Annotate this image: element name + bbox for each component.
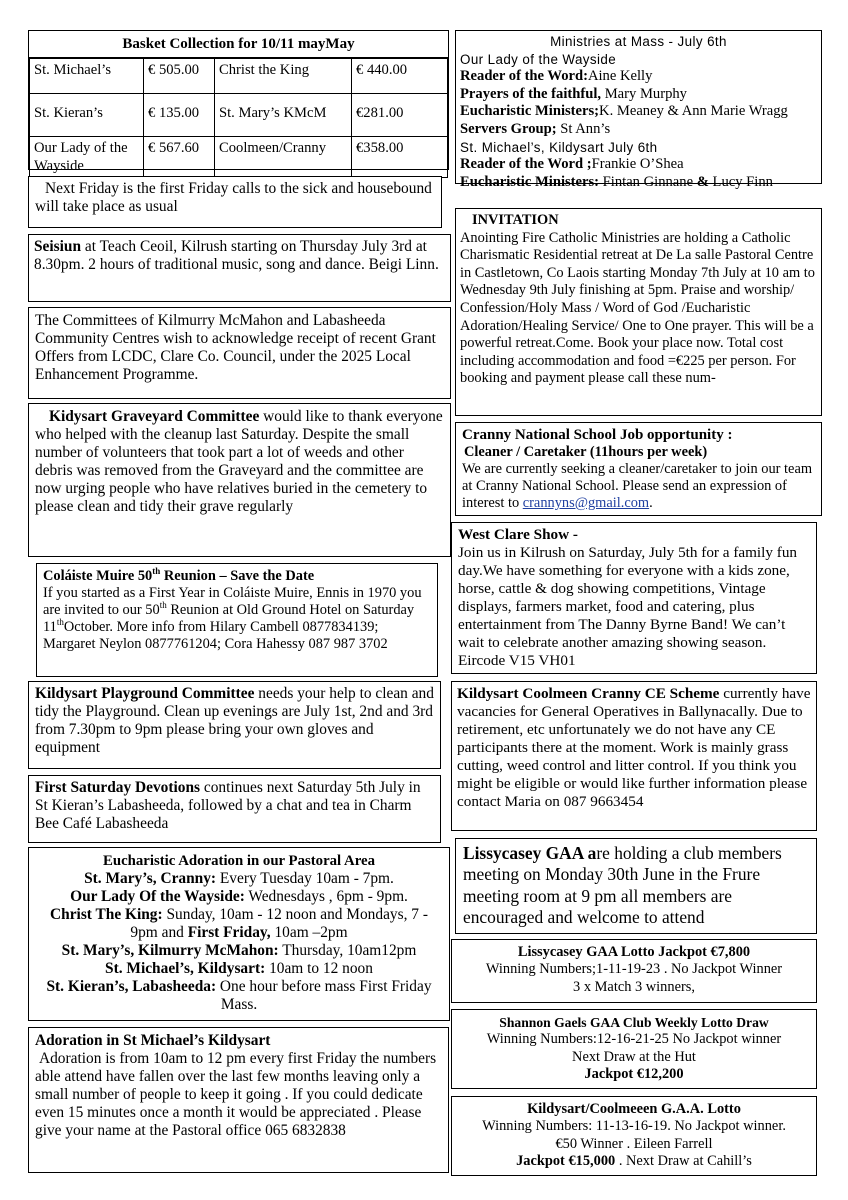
adoration-line: Christ The King: Sunday, 10am - 12 noon and Mondays, 7 - 9pm and First Friday, 10am –2pm [50,906,428,941]
shannon-lotto-jackpot: Jackpot €12,200 [584,1066,684,1083]
committees-notice [28,307,451,399]
adoration-line: St. Mary’s, Cranny: Every Tuesday 10am - 7pm. [84,870,394,887]
playground-paragraph [35,685,434,757]
basket-title: Basket Collection for 10/11 mayMay [29,33,448,58]
table-row [30,59,448,94]
ministries-title: Ministries at Mass - July 6th [550,34,727,49]
table-cell: Coolmeen/Cranny [215,137,352,178]
adoration-michael-text: Adoration is from 10am to 12 pm every first Friday the numbers able attend have fallen over the last few months leaving only a small number of people to keep it going . If you could dedicate even 15 minutes once a month it would be appreciated . Please give your name at the Pastoral office 065 6832838 [35,1050,437,1139]
kildysart-lotto-line: Jackpot €15,000 . Next Draw at Cahill’s [516,1153,752,1170]
ministries-line: Eucharistic Ministers;K. Meaney & Ann Marie Wragg [460,103,788,120]
reunion-title: Coláiste Muire 50th Reunion – Save the Date [43,566,315,584]
ce-scheme-paragraph [457,685,811,811]
kildysart-lotto-line: Winning Numbers: 11-13-16-19. No Jackpot winner. [482,1118,786,1135]
basket-collection-box [28,30,449,174]
table-cell: € 505.00 [144,59,215,94]
west-clare-text: Join us in Kilrush on Saturday, July 5th for a family fun day.We have something for everyone with a kids zone, horse, cattle & dog showing competitions, Vintage displays, farmers market, food and catering, plus entertainment from The Danny Byrne Band! We can’t wait to celebrate another amazing showing season. Eircode V15 VH01 [458,544,798,669]
adoration-line: St. Kieran’s, Labasheeda: One hour before mass First Friday Mass. [46,978,432,1013]
lissycasey-lotto-line: Winning Numbers;1-11-19-23 . No Jackpot Winner [485,961,783,978]
table-cell: €281.00 [352,94,448,137]
west-clare-show-notice [451,522,817,674]
cranny-job-title: Cranny National School Job opportunity : [462,427,733,443]
graveyard-title: Kidysart Graveyard Committee [49,408,260,425]
cranny-job-notice [455,422,822,516]
seisiun-title: Seisiun [34,238,82,255]
seisiun-notice [28,234,451,302]
ce-scheme-text: currently have vacancies for General Operatives in Ballynacally. Due to retirement, etc unfortunately we do not have any CE participants there at the moment. Work is mainly grass cutting, weed control and litter control. If you think you might be eligible or would like further information please contact Maria on 087 9663454 [457,685,811,810]
first-saturday-title: First Saturday Devotions [35,779,201,796]
cranny-email-link[interactable]: crannyns@gmail.com [522,495,650,511]
cranny-job-subtitle: Cleaner / Caretaker (11hours per week) [464,444,708,460]
adoration-line: St. Mary’s, Kilmurry McMahon: Thursday, 10am12pm [61,942,417,959]
adoration-area-notice [28,847,450,1021]
first-friday-notice [28,176,442,228]
seisiun-paragraph [34,238,445,274]
lissycasey-meeting-paragraph [463,843,809,929]
ce-scheme-title: Kildysart Coolmeen Cranny CE Scheme [457,685,720,702]
first-saturday-notice [28,775,441,843]
ministries-church-kildysart: St. Michael’s, Kildysart July 6th [460,139,658,155]
lissycasey-meeting-notice [455,838,817,934]
graveyard-text: would like to thank everyone who helped with the cleanup last Saturday. Despite the small number of volunteers that took part a lot of weeds and other debris was removed from the Graveyard and the committee are now urging people who have relatives buried in the cemetery to please clean and tidy their grave regularly [35,408,443,515]
ministries-line: Reader of the Word ;Frankie O’Shea [460,156,684,173]
ce-scheme-notice [451,681,817,831]
first-saturday-text: continues next Saturday 5th July in St Kieran’s Labasheeda, followed by a chat and tea in Charm Bee Café Labasheeda [35,779,421,832]
lissycasey-lotto-title: Lissycasey GAA Lotto Jackpot €7,800 [517,944,751,960]
adoration-michael-title: Adoration in St Michael’s Kildysart [35,1032,271,1049]
west-clare-title: West Clare Show - [458,526,578,543]
first-friday-text: Next Friday is the first Friday calls to the sick and housebound will take place as usual [35,180,432,215]
reunion-notice [36,563,438,677]
ministries-line: Reader of the Word:Aine Kelly [460,68,653,85]
graveyard-notice [28,403,451,557]
adoration-area-title: Eucharistic Adoration in our Pastoral Area [103,853,375,869]
lissycasey-meeting-text: re holding a club members meeting on Monday 30th June in the Frure meeting room at 9 pm all members are encouraged and welcome to attend [463,843,782,928]
shannon-lotto-notice [451,1009,817,1089]
shannon-lotto-line: Winning Numbers:12-16-21-25 No Jackpot winner [486,1031,782,1048]
adoration-line: St. Michael’s, Kildysart: 10am to 12 noon [105,960,373,977]
table-cell: €358.00 [352,137,448,178]
invitation-text: Anointing Fire Catholic Ministries are holding a Catholic Charismatic Residential retreat at De La salle Pastoral Centre in Castletown, Co Laois starting Monday 7th July at 10 am to Wednesday 9th July finishing at 5pm. Praise and worship/ Confession/Holy Mass / Word of God /Eucharistic Adoration/Healing Service/ One to One prayer. This will be a powerful retreat.Come. Book your place now. Total cost including accommodation and food =€225 per person. For booking and payment please call these num- [460,229,815,387]
table-cell: St. Kieran’s [30,94,144,137]
playground-title: Kildysart Playground Committee [35,685,255,702]
first-saturday-paragraph [35,779,434,833]
graveyard-paragraph [35,408,444,516]
table-cell: € 440.00 [352,59,448,94]
playground-text: needs your help to clean and tidy the Playground. Clean up evenings are July 1st, 2nd and 3rd from 7.30pm to 9pm please bring your own gloves and equipment [35,685,434,756]
adoration-line: Our Lady Of the Wayside: Wednesdays , 6pm - 9pm. [70,888,408,905]
table-cell: € 567.60 [144,137,215,178]
lissycasey-lotto-line: 3 x Match 3 winners, [573,978,695,995]
ministries-notice [455,30,822,190]
shannon-lotto-line: Next Draw at the Hut [572,1048,696,1065]
kildysart-lotto-title: Kildysart/Coolmeeen G.A.A. Lotto [527,1101,741,1117]
table-cell: Christ the King [215,59,352,94]
table-cell: St. Michael’s [30,59,144,94]
table-cell: Our Lady of the Wayside [30,137,144,178]
invitation-title: INVITATION [472,212,559,228]
ministries-line: Servers Group; St Ann’s [460,120,611,137]
basket-table [29,58,448,178]
cranny-job-text: We are currently seeking a cleaner/caretaker to join our team at Cranny National School. Please send an expression of interest to crannyns@gmail.com. [462,461,813,511]
lissycasey-meeting-title: Lissycasey GAA a [463,843,597,863]
playground-notice [28,681,441,769]
committees-text: The Committees of Kilmurry McMahon and Labasheeda Community Centres wish to acknowledge receipt of recent Grant Offers from LCDC, Clare Co. Council, under the 2025 Local Enhancement Programme. [35,312,436,383]
table-row [30,94,448,137]
shannon-lotto-title: Shannon Gaels GAA Club Weekly Lotto Draw [499,1015,769,1030]
table-cell: € 135.00 [144,94,215,137]
invitation-notice [455,208,822,416]
ministries-church-wayside: Our Lady of the Wayside [460,51,617,67]
kildysart-lotto-notice [451,1096,817,1176]
reunion-text: If you started as a First Year in Coláiste Muire, Ennis in 1970 you are invited to our 50th Reunion at Old Ground Hotel on Saturday 11thOctober. More info from Hilary Cambell 0877834139; Margaret Neylon 0877761204; Cora Hahessy 087 987 3702 [43,585,422,652]
ministries-line: Prayers of the faithful, Mary Murphy [460,85,687,102]
kildysart-lotto-line: €50 Winner . Eileen Farrell [555,1135,713,1152]
seisiun-text: at Teach Ceoil, Kilrush starting on Thursday July 3rd at 8.30pm. 2 hours of traditional music, song and dance. Beigi Linn. [34,238,439,273]
adoration-michael-notice [28,1027,449,1173]
lissycasey-lotto-notice [451,939,817,1003]
table-cell: St. Mary’s KMcM [215,94,352,137]
ministries-line: Eucharistic Ministers: Fintan Ginnane & Lucy Finn [460,173,773,190]
table-row [30,137,448,178]
